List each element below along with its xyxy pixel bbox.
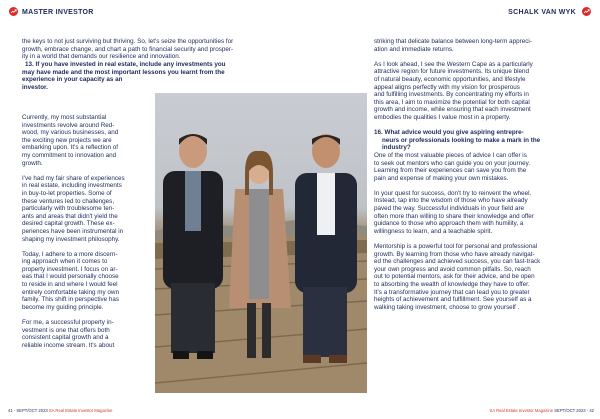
portrait-photo <box>155 93 367 393</box>
left-narrow-column <box>22 114 152 357</box>
question-13: 13. If you have invested in real estate, include any investments you may have made and the most important lessons you learnt from the experience in your capacity as an investor. <box>22 61 226 91</box>
paragraph: For me, a successful property in- vestment is one that offers both consistent capital growth and a reliable income stream. It's about <box>22 319 115 349</box>
section-title: MASTER INVESTOR <box>22 8 94 16</box>
left-footer <box>8 408 112 413</box>
paragraph: In your quest for success, don't try to reinvent the wheel. Instead, tap into the wisdom of those who have already paved the way. Successful individuals in your field are often more than willing to share their knowledge and offer guidance to those who approach them with humility, a willingness to learn, and a teachable spirit. <box>374 189 534 235</box>
paragraph: striking that delicate balance between long-term appreci- ation and immediate returns. <box>374 38 532 53</box>
right-text-column <box>374 38 586 319</box>
author-name: SCHALK VAN WYK <box>508 8 576 16</box>
upward-arrow-logo-icon <box>9 7 18 16</box>
right-header <box>300 0 600 24</box>
paragraph: One of the most valuable pieces of advice I can offer is to seek out mentors who can guide you on your journey. Learning from their experiences can save you from the pain and expense of making your own mistakes. <box>374 151 530 182</box>
left-header <box>0 0 300 24</box>
paragraph: Today, I adhere to a more discern- ing approach when it comes to property investment. I focus on ar- eas that I would personally choose to reside in and where I would feel entirely comfortable taking my own family. This shift in perspective has become my guiding principle. <box>22 250 120 311</box>
magazine-name: SA Real Estate Investor Magazine <box>48 408 113 413</box>
person-left <box>163 134 223 359</box>
paragraph: Mentorship is a powerful tool for personal and professional growth. By learning from those who have already navigat- ed the challenges and achieved success, you can fast-track your own progress and avoid common pitfalls. So, reach out to potential mentors, ask for their advice, and be open to absorbing the wealth of knowledge they have to offer. It's a transformative journey that can lead you to greater heights of achievement and fulfillment. See yourself as a walking taking investment, choose to grow yourself . <box>374 243 541 311</box>
upward-arrow-logo-icon <box>582 7 591 16</box>
right-footer <box>490 408 594 413</box>
page-number: SEPT/OCT 2023 - 42 <box>554 408 594 413</box>
question-16: 16. What advice would you give aspiring entrepre- neurs or professionals looking to make a mark in the industry? <box>374 129 541 152</box>
intro-paragraph: the keys to not just surviving but thriving. So, let's seize the opportunities for growth, embrace change, and chart a path to financial security and prosper- ity in a world that demands our resilience and innovation. <box>22 38 234 61</box>
page-number: 41 - SEPT/OCT 2023 <box>8 408 48 413</box>
magazine-name: SA Real Estate Investor Magazine <box>489 408 554 413</box>
paragraph: I've had my fair share of experiences in real estate, including investments in buy-to-let properties. Some of these ventures led to challenges, particularly with troublesome ten- ants and areas that didn't yield the desired capital growth. These ex- periences have been instrumental in shaping my investment philosophy. <box>22 174 125 243</box>
paragraph: As I look ahead, I see the Western Cape as a particularly attractive region for future investments. Its unique blend of natural beauty, economic opportunities, and lifestyle appeal aligns perfectly with my vision for prosperous and fulfilling investments. By concentrating my efforts in this area, I aim to maximize the potential for both capital growth and income, while ensuring that each investment embodies the qualities I value most in a property. <box>374 60 533 121</box>
paragraph: Currently, my most substantial investments revolve around Red- wood, my various businesses, and the exciting new projects we are embarking upon. It's a reflection of my commitment to innovation and growth. <box>22 114 119 167</box>
